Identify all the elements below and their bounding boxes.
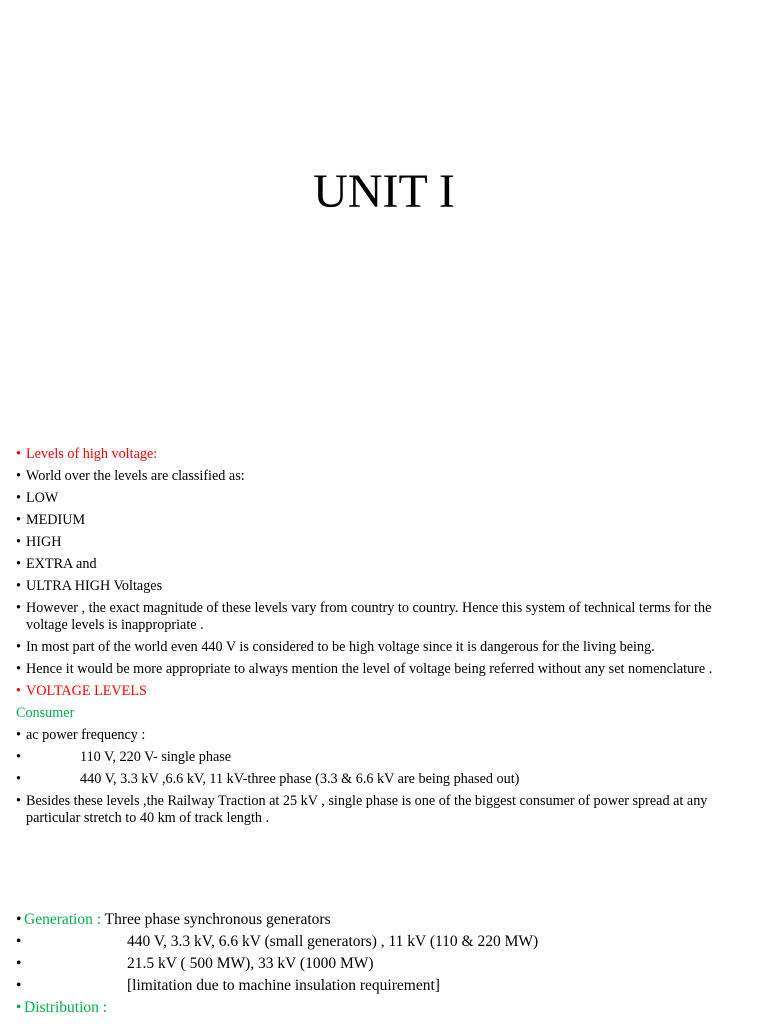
generation-label: Generation : — [24, 911, 102, 928]
voltage-levels-list — [16, 446, 746, 832]
list-item: • 440 V, 3.3 kV ,6.6 kV, 11 kV-three phase (3.3 & 6.6 kV are being phased out) — [16, 771, 520, 787]
list-item: • Hence it would be more appropriate to always mention the level of voltage being referred without any set nomenclature . — [16, 661, 713, 677]
distribution-item: • Distribution : — [16, 999, 108, 1016]
list-item: • EXTRA and — [16, 556, 97, 572]
list-item: • World over the levels are classified as: — [16, 468, 245, 484]
generation-text: Three phase synchronous generators — [101, 911, 331, 928]
list-item: • ac power frequency : — [16, 727, 146, 743]
generation-item: • Generation : Three phase synchronous generators — [16, 911, 331, 928]
list-item: • LOW — [16, 490, 59, 506]
consumer-heading: Consumer — [16, 705, 75, 721]
list-item: • However , the exact magnitude of these levels vary from country to country. Hence this system of technical terms for the voltage levels is inappropriate . — [16, 600, 712, 633]
list-item: • VOLTAGE LEVELS — [16, 683, 147, 699]
list-item: • Besides these levels ,the Railway Traction at 25 kV , single phase is one of the biggest consumer of power spread at any particular stretch to 40 km of track length . — [16, 793, 708, 826]
list-item: • In most part of the world even 440 V is considered to be high voltage since it is dangerous for the living being. — [16, 639, 655, 655]
list-item: • HIGH — [16, 534, 62, 550]
list-item: • 440 V, 3.3 kV, 6.6 kV (small generators) , 11 kV (110 & 220 MW) — [16, 933, 539, 950]
page-title: UNIT I — [313, 165, 455, 218]
list-item: • ULTRA HIGH Voltages — [16, 578, 163, 594]
list-item: • [limitation due to machine insulation requirement] — [16, 977, 440, 994]
list-item: • 21.5 kV ( 500 MW), 33 kV (1000 MW) — [16, 955, 374, 972]
list-item: • Levels of high voltage: — [16, 446, 158, 462]
list-item: • 110 V, 220 V- single phase — [16, 749, 232, 765]
list-item: • MEDIUM — [16, 512, 86, 528]
generation-list — [16, 911, 746, 1021]
